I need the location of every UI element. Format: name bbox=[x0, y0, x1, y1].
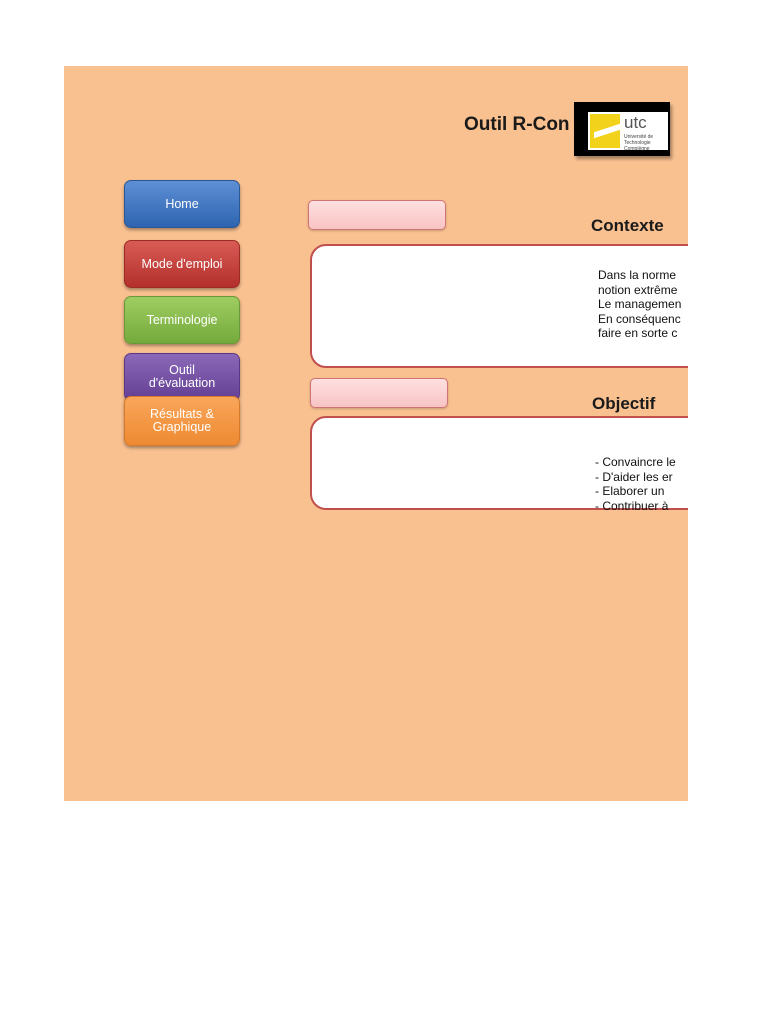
mode-emploi-button-label: Mode d'emploi bbox=[141, 256, 223, 271]
terminologie-button-label: Terminologie bbox=[146, 312, 218, 327]
utc-logo-text: utc bbox=[624, 113, 647, 132]
home-button[interactable] bbox=[124, 180, 240, 228]
utc-logo-stripe bbox=[594, 124, 620, 138]
mode-emploi-button[interactable] bbox=[124, 240, 240, 288]
contexte-line: En conséquenc bbox=[598, 311, 681, 326]
outil-evaluation-button-label bbox=[149, 364, 215, 390]
contexte-line: Dans la norme bbox=[598, 268, 677, 282]
objectif-tab-shape bbox=[310, 378, 448, 408]
outil-evaluation-label-line2: d'évaluation bbox=[148, 376, 216, 390]
terminologie-button[interactable] bbox=[124, 296, 240, 344]
contexte-line: Le managemen bbox=[598, 297, 682, 311]
resultats-label-line1: Résultats & bbox=[150, 407, 214, 421]
contexte-tab-shape bbox=[308, 200, 446, 230]
sheet-canvas bbox=[64, 66, 688, 801]
page-title: Outil R-Con bbox=[464, 114, 570, 135]
resultats-graphique-button[interactable] bbox=[124, 396, 240, 446]
utc-logo bbox=[574, 102, 670, 156]
home-button-label: Home bbox=[165, 196, 199, 211]
outil-evaluation-button[interactable] bbox=[124, 353, 240, 401]
contexte-heading: Contexte bbox=[591, 216, 664, 235]
objectif-line: - Elaborer un bbox=[595, 484, 665, 498]
utc-logo-panel bbox=[588, 112, 668, 150]
contexte-line: faire en sorte c bbox=[598, 326, 678, 340]
objectif-line: - Convaincre le bbox=[595, 455, 676, 469]
utc-logo-subtext: Université de Technologie Compiègne bbox=[624, 134, 654, 152]
resultats-graphique-button-label bbox=[150, 408, 214, 434]
objectif-text bbox=[595, 455, 676, 513]
utc-logo-mark bbox=[590, 114, 620, 148]
contexte-text bbox=[598, 268, 681, 341]
resultats-label-line2: Graphique bbox=[152, 420, 212, 434]
objectif-line: - D'aider les er bbox=[595, 469, 673, 484]
contexte-line: notion extrême bbox=[598, 282, 678, 297]
outil-evaluation-label-line1: Outil bbox=[169, 363, 195, 377]
objectif-line: - Contribuer à bbox=[595, 498, 669, 513]
objectif-heading: Objectif bbox=[592, 394, 656, 413]
